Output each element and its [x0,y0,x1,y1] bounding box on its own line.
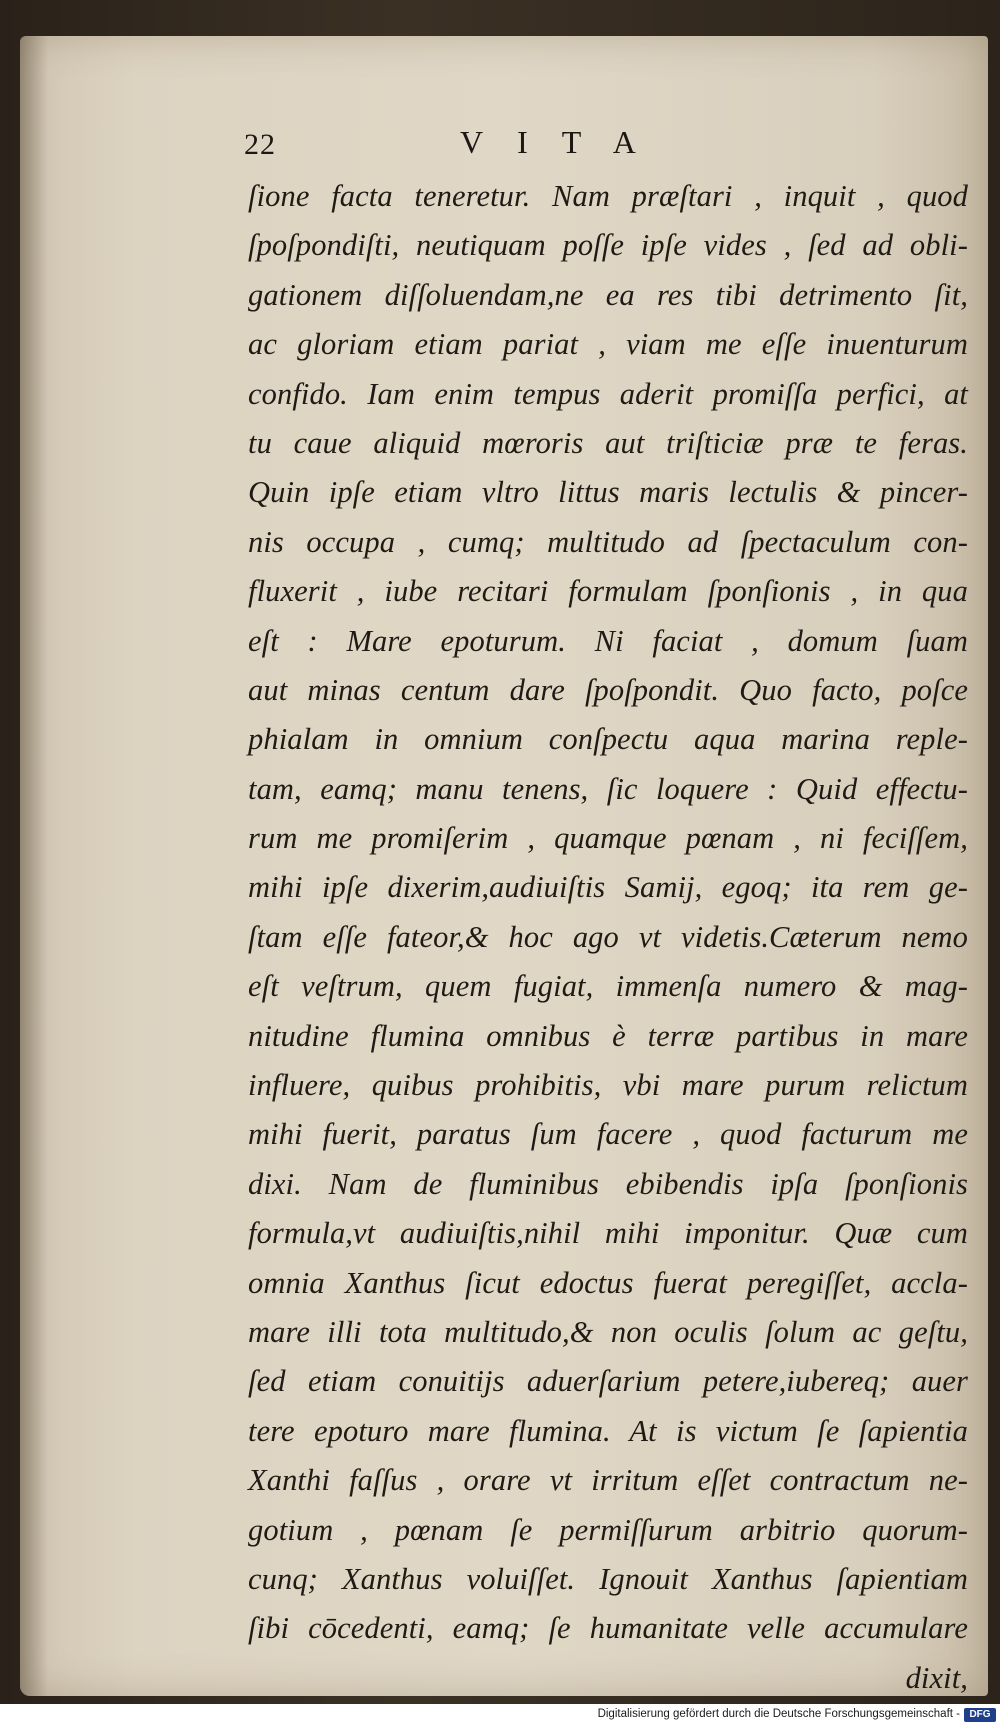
page-gutter-shadow [20,36,48,1696]
text-line: mihi ipſe dixerim,audiuiſtis Samij, egoq; ita rem ge- [248,870,968,905]
page-number: 22 [244,128,276,161]
footer-strip [0,1704,1000,1726]
dfg-logo: DFG [964,1708,996,1722]
text-line: tam, eamq; manu tenens, ſic loquere : Quid effectu- [248,771,968,806]
text-line: ſibi cōcedenti, eamq; ſe humanitate velle accumulare [248,1611,968,1646]
catchword: dixit, [905,1660,968,1695]
text-line: Quin ipſe etiam vltro littus maris lectulis & pincer- [248,475,968,510]
text-line: ac gloriam etiam pariat , viam me eſſe inuenturum [248,327,968,362]
text-line: gotium , pœnam ſe permiſſurum arbitrio quorum- [248,1512,968,1547]
text-line: gationem diſſoluendam,ne ea res tibi detrimento ſit, [248,277,968,312]
text-line: eſt : Mare epoturum. Ni faciat , domum ſuam [248,623,968,658]
text-line: Xanthi faſſus , orare vt irritum eſſet contractum ne- [248,1463,968,1498]
text-line: ſtam eſſe fateor,& hoc ago vt videtis.Cæterum nemo [248,919,968,954]
text-line: tu caue aliquid mœroris aut triſticiæ præ te feras. [248,425,968,460]
text-line: ſione facta teneretur. Nam præſtari , inquit , quod [248,179,968,213]
text-line: fluxerit , iube recitari formulam ſponſionis , in qua [248,574,968,609]
text-line: mare illi tota multitudo,& non oculis ſolum ac geſtu, [248,1314,968,1349]
text-line: tere epoturo mare flumina. At is victum ſe ſapientia [248,1413,968,1448]
text-line: cunq; Xanthus voluiſſet. Ignouit Xanthus ſapientiam [248,1561,968,1596]
text-line: nis occupa , cumq; multitudo ad ſpectaculum con- [248,524,968,559]
text-line: confido. Iam enim tempus aderit promiſſa perfici, at [248,376,968,411]
text-line: nitudine flumina omnibus è terræ partibus in mare [248,1018,968,1053]
text-line: ſed etiam conuitijs aduerſarium petere,iubereq; auer [248,1364,968,1399]
text-line: aut minas centum dare ſpoſpondit. Quo facto, poſce [248,672,968,707]
text-line: rum me promiſerim , quamque pœnam , ni feciſſem, [248,821,968,856]
body-text [248,172,968,1703]
text-line: formula,vt audiuiſtis,nihil mihi imponitur. Quæ cum [248,1216,968,1251]
text-line: phialam in omnium conſpectu aqua marina reple- [248,722,968,757]
running-head: VITA [460,124,670,160]
text-line: mihi fuerit, paratus ſum facere , quod facturum me [248,1117,968,1152]
text-line: dixi. Nam de fluminibus ebibendis ipſa ſponſionis [248,1166,968,1201]
funding-credit: Digitalisierung gefördert durch die Deutsche Forschungsgemeinschaft - [597,1708,960,1720]
page-header [20,124,988,168]
text-line: omnia Xanthus ſicut edoctus fuerat peregiſſet, accla- [248,1265,968,1300]
text-line: influere, quibus prohibitis, vbi mare purum relictum [248,1068,968,1103]
book-page [20,36,988,1696]
text-line: eſt veſtrum, quem fugiat, immenſa numero & mag- [248,969,968,1004]
text-line: ſpoſpondiſti, neutiquam poſſe ipſe vides , ſed ad obli- [248,228,968,263]
